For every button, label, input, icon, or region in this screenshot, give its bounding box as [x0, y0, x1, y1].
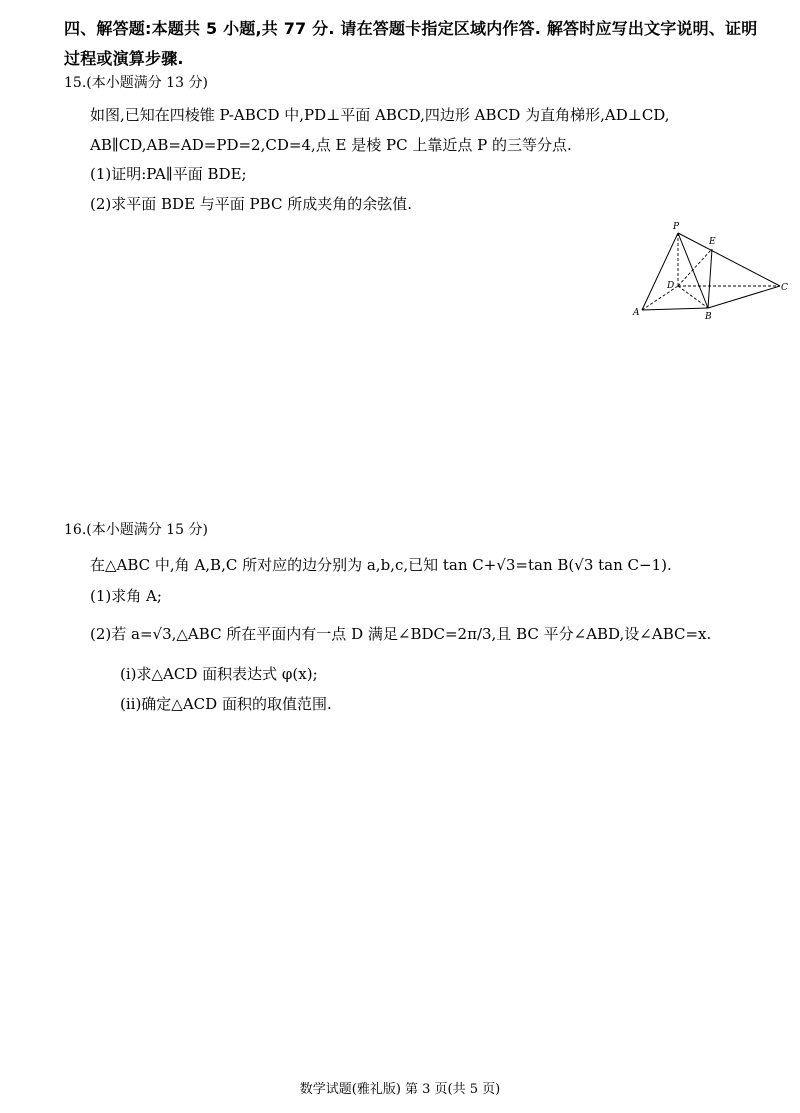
label-A: A	[633, 308, 640, 318]
label-E: E	[709, 237, 716, 247]
q15-part1: (1)证明:PA∥平面 BDE;	[90, 165, 247, 183]
q16-part1: (1)求角 A;	[90, 587, 162, 605]
pyramid-figure	[630, 218, 790, 323]
q16-stem: 在△ABC 中,角 A,B,C 所对应的边分别为 a,b,c,已知 tan C+√3=tan B(√3 tan C−1).	[90, 556, 672, 574]
q16-sub1: (ⅰ)求△ACD 面积表达式 φ(x);	[120, 665, 318, 683]
q15-stem-line2: AB∥CD,AB=AD=PD=2,CD=4,点 E 是棱 PC 上靠近点 P 的三等分点.	[90, 136, 572, 154]
q16-sub2: (ⅱ)确定△ACD 面积的取值范围.	[120, 695, 332, 713]
edge-DE	[678, 249, 712, 286]
label-C: C	[781, 283, 788, 293]
label-D: D	[667, 281, 675, 291]
label-B: B	[705, 312, 712, 322]
edge-AB	[642, 308, 708, 310]
edge-PB	[678, 233, 708, 308]
section-title: 四、解答题:本题共 5 小题,共 77 分. 请在答题卡指定区域内作答. 解答时应写出文字说明、证明过程或演算步骤.	[64, 19, 758, 68]
edge-EB	[708, 249, 712, 308]
edge-PC	[678, 233, 780, 286]
q15-stem-line1: 如图,已知在四棱锥 P-ABCD 中,PD⊥平面 ABCD,四边形 ABCD 为直角梯形,AD⊥CD,	[90, 106, 670, 124]
q15-header: 15.(本小题满分 13 分)	[64, 75, 208, 91]
q15-part2: (2)求平面 BDE 与平面 PBC 所成夹角的余弦值.	[90, 195, 412, 213]
page-footer: 数学试题(雅礼版) 第 3 页(共 5 页)	[299, 1082, 501, 1097]
q16-part2: (2)若 a=√3,△ABC 所在平面内有一点 D 满足∠BDC=2π/3,且 BC 平分∠ABD,设∠ABC=x.	[90, 625, 712, 643]
q16-header: 16.(本小题满分 15 分)	[64, 522, 208, 538]
label-P: P	[673, 222, 680, 232]
edge-BC	[708, 286, 780, 308]
